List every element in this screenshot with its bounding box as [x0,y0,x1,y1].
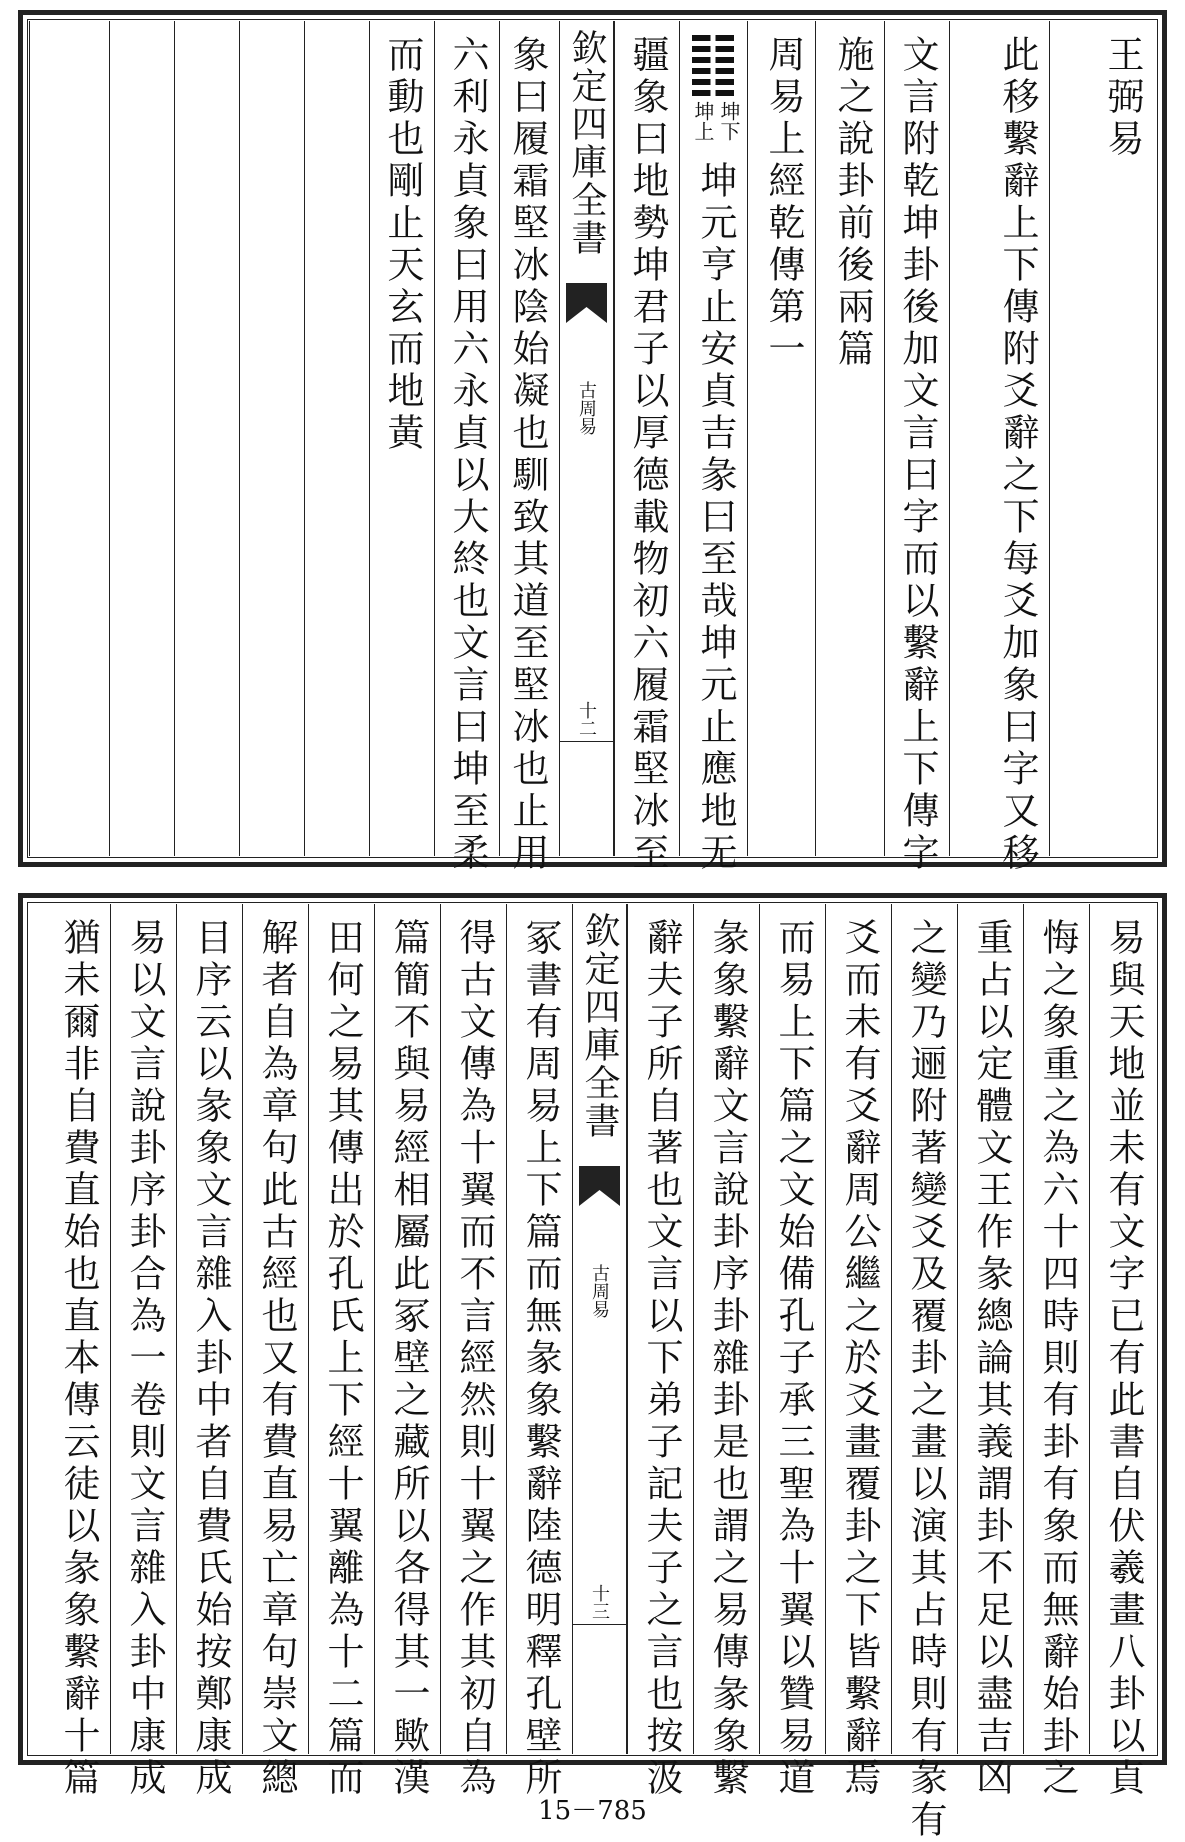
top-columns [29,21,1156,875]
center-fold [559,21,614,856]
column-8 [627,904,693,1800]
column-text: 猶未爾非自費直始也直本傳云徒以彖象繫辭十篇 [57,918,100,1800]
fish-tail-ornament [566,283,607,323]
column-13 [242,904,308,1800]
column-2 [949,21,1049,875]
column-16 [29,904,110,1800]
column-text: 此移繫辭上下傳附爻辭之下每爻加象曰字又移 [996,35,1039,875]
column-text: 坤元亨止安貞吉彖曰至哉坤元止應地无 [694,161,737,875]
column-3 [884,21,949,875]
top-page [18,10,1167,875]
column-text: 目序云以彖象文言雜入卦中者自費氏始按鄭康成 [189,918,232,1800]
column-text: 而易上下篇之文始備孔子承三聖為十翼以贊易道 [772,918,815,1800]
center-title: 欽定四庫全書 [566,29,607,257]
column-11 [374,904,440,1800]
column-14 [176,904,242,1800]
column-text: 解者自為章句此古經也又有費直易亡章句崇文總 [255,918,298,1800]
column-text: 六利永貞象曰用六永貞以大終也文言曰坤至柔 [446,35,489,875]
center-subtitle: 古周易 [576,381,597,435]
column-text: 重占以定體文王作彖總論其義謂卦不足以盡吉凶 [970,918,1013,1800]
column-8 [499,21,559,875]
column-text: 易以文言說卦序卦合為一卷則文言雜入卦中康成 [123,918,166,1800]
column-1 [1089,904,1155,1800]
column-7 [614,21,679,875]
leaf-number: 十二 [576,701,597,737]
column-text: 文言附乾坤卦後加文言曰字而以繫辭上下傳字 [896,35,939,875]
column-text: 冢書有周易上下篇而無彖象繫辭陸德明釋孔壁所 [519,918,562,1800]
column-15 [29,21,109,856]
column-10 [369,21,434,856]
column-text: 之變乃逦附著變爻及覆卦之畫以演其占時則有彖有 [904,918,947,1842]
column-text: 悔之象重之為六十四時則有卦有象而無辭始卦之 [1036,918,1079,1800]
column-2 [1023,904,1089,1800]
column-11 [304,21,369,856]
column-text: 象曰履霜堅冰陰始凝也馴致其道至堅冰也止用 [506,35,549,875]
column-text: 田何之易其傳出於孔氏上下經十翼離為十二篇而 [321,918,364,1800]
column-5 [825,904,891,1800]
column-3 [957,904,1023,1800]
fish-tail-ornament [579,1166,620,1206]
column-12 [308,904,374,1800]
column-text: 疆象曰地勢坤君子以厚德載物初六履霜堅冰至 [626,35,669,875]
column-9 [434,21,499,875]
column-text: 篇簡不與易經相屬此冢壁之藏所以各得其一歟漢 [387,918,430,1800]
center-subtitle: 古周易 [589,1264,610,1318]
column-15 [110,904,176,1800]
column-4 [891,904,957,1842]
center-fold [572,904,627,1754]
hexagram-note-lower: 坤下 [717,101,741,141]
column-text: 施之說卦前後兩篇 [831,35,874,371]
column-text: 辭夫子所自著也文言以下弟子記夫子之言也按汲 [640,918,683,1800]
column-6 [759,904,825,1800]
column-7 [693,904,759,1800]
column-13 [174,21,239,856]
column-9 [506,904,572,1800]
column-12 [239,21,304,856]
column-text: 得古文傳為十翼而不言經然則十翼之作其初自為 [453,918,496,1800]
column-text: 而動也剛止天玄而地黃 [381,35,424,455]
column-14 [109,21,174,856]
column-text: 王弼易 [1101,35,1144,161]
column-10 [440,904,506,1800]
column-6 [679,21,747,875]
center-title: 欽定四庫全書 [579,912,620,1140]
kun-hexagram-icon [692,35,734,101]
leaf-number: 十三 [589,1584,610,1620]
column-5 [747,21,815,856]
center-divider [573,1624,626,1625]
column-text: 周易上經乾傳第一 [762,35,805,371]
column-text: 易與天地並未有文字已有此書自伏羲畫八卦以貞 [1102,918,1145,1800]
column-text: 爻而未有爻辭周公繼之於爻畫覆卦之下皆繫辭焉 [838,918,881,1800]
center-divider [560,741,613,742]
column-1 [1049,21,1154,856]
column-text: 彖象繫辭文言說卦序卦雜卦是也謂之易傳彖象繫 [706,918,749,1800]
column-4 [815,21,884,856]
page-number: 15－785 [538,1796,647,1826]
hexagram-note-upper: 坤上 [691,101,715,141]
